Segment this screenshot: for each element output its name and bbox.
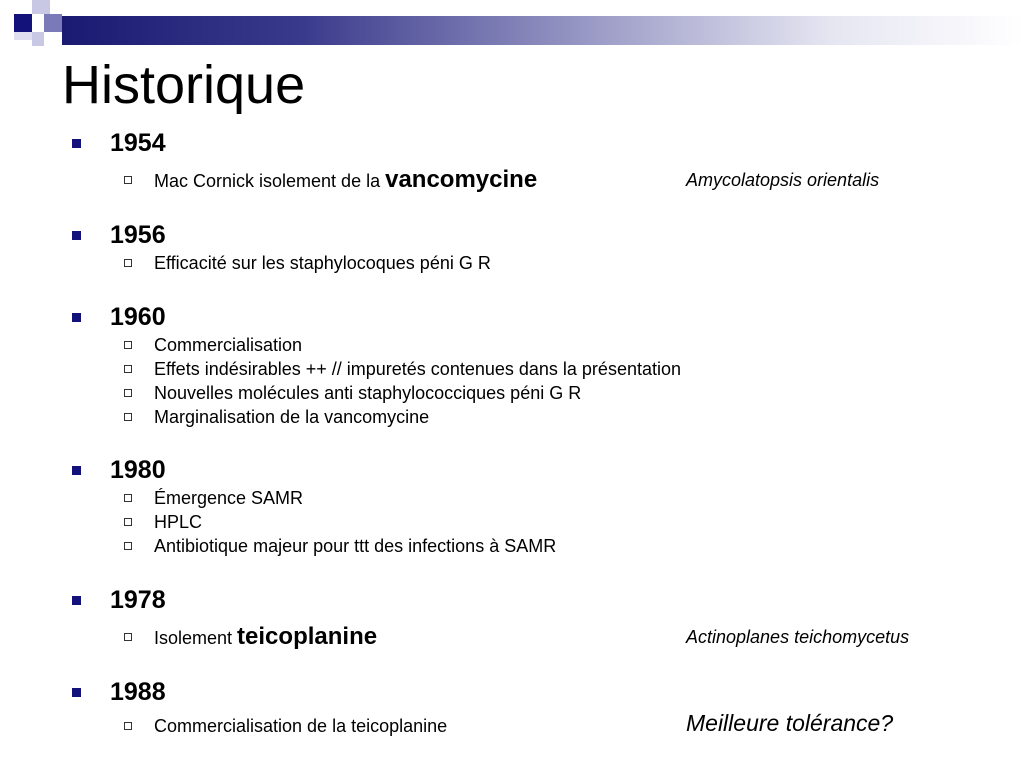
item-text: Effets indésirables ++ // impuretés contenues dans la présentation	[154, 359, 681, 379]
drug-name: teicoplanine	[237, 623, 378, 650]
square-bullet-icon	[72, 688, 81, 697]
year-heading: 1960	[110, 303, 166, 331]
year-heading: 1978	[110, 586, 166, 614]
hollow-square-bullet-icon	[124, 633, 132, 641]
item-text: Émergence SAMR	[154, 488, 304, 508]
drug-name: vancomycine	[385, 166, 538, 193]
year-heading: 1954	[110, 129, 166, 157]
item-text: Isolement	[154, 628, 238, 648]
year-heading: 1956	[110, 221, 166, 249]
hollow-square-bullet-icon	[124, 413, 132, 421]
square-bullet-icon	[72, 313, 81, 322]
hollow-square-bullet-icon	[124, 494, 132, 502]
hollow-square-bullet-icon	[124, 259, 132, 267]
note-text: Meilleure tolérance?	[686, 710, 894, 736]
hollow-square-bullet-icon	[124, 389, 132, 397]
hollow-square-bullet-icon	[124, 341, 132, 349]
hollow-square-bullet-icon	[124, 722, 132, 730]
square-bullet-icon	[72, 139, 81, 148]
item-text: HPLC	[154, 512, 203, 532]
year-heading: 1988	[110, 678, 166, 706]
item-text: Marginalisation de la vancomycine	[154, 407, 430, 427]
square-bullet-icon	[72, 466, 81, 475]
item-text: Nouvelles molécules anti staphylococciques péni G R	[154, 383, 582, 403]
item-text: Mac Cornick isolement de la	[154, 171, 386, 191]
square-bullet-icon	[72, 596, 81, 605]
year-heading: 1980	[110, 456, 166, 484]
hollow-square-bullet-icon	[124, 176, 132, 184]
hollow-square-bullet-icon	[124, 542, 132, 550]
item-text: Commercialisation	[154, 335, 303, 355]
hollow-square-bullet-icon	[124, 365, 132, 373]
hollow-square-bullet-icon	[124, 518, 132, 526]
slide-title: Historique	[62, 55, 306, 115]
square-bullet-icon	[72, 231, 81, 240]
item-text: Efficacité sur les staphylocoques péni G R	[154, 253, 491, 273]
organism-name: Amycolatopsis orientalis	[686, 170, 880, 190]
item-text: Antibiotique majeur pour ttt des infections à SAMR	[154, 536, 557, 556]
item-text: Commercialisation de la teicoplanine	[154, 716, 448, 736]
organism-name: Actinoplanes teichomycetus	[686, 627, 910, 647]
